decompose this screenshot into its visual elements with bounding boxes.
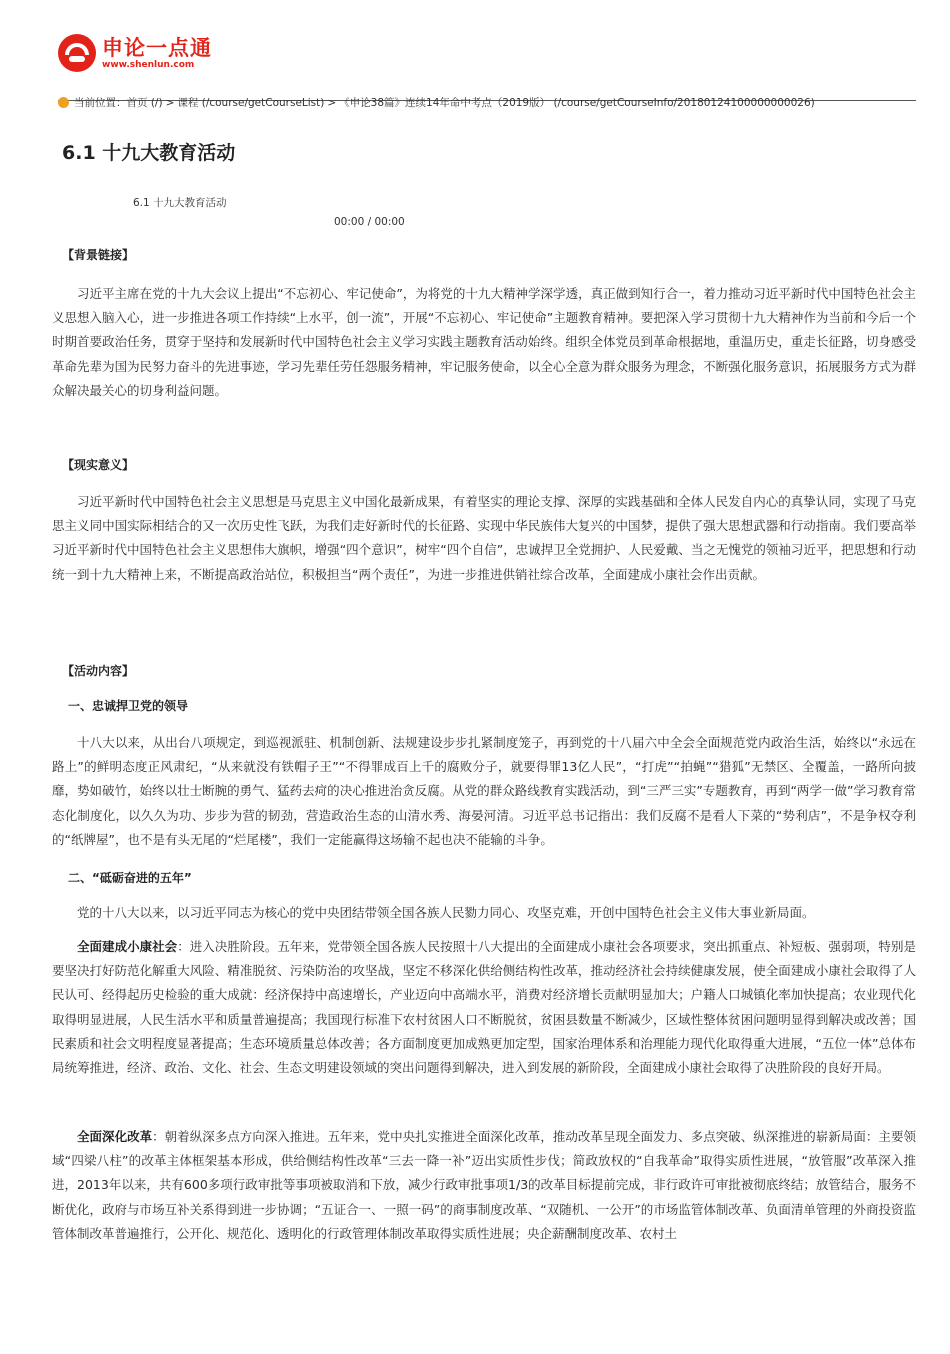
section-label-activity: 【活动内容】 <box>62 664 135 678</box>
section-label-background: 【背景链接】 <box>62 248 135 262</box>
breadcrumb-current-link[interactable]: 《申论38篇》连续14年命中考点（2019版） (/course/getCourseInfo/20180124100000000026) <box>339 97 815 109</box>
paragraph-lead: 全面深化改革 <box>77 1129 153 1144</box>
video-title: 6.1 十九大教育活动 <box>133 197 227 209</box>
paragraph-body: ：朝着纵深多点方向深入推进。五年来，党中央扎实推进全面深化改革，推动改革呈现全面发力、多点突破、纵深推进的崭新局面：主要领域“四梁八柱”的改革主体框架基本形成，供给侧结构性改革“三去一降一补”迈出实质性步伐；简政放权的“自我革命”取得实质性进展，“放管服”改革深入推进，2013年以来，共有600多项行政审批等事项被取消和下放，减少行政审批事项1/3的改革目标提前完成，非行政许可审批被彻底终结；放管结合，服务不断优化，政府与市场互补关系得到进一步协调；“五证合一、一照一码”的商事制度改革、“双随机、一公开”的市场监管体制改革、负面清单管理的外商投资监管体制改革普遍推行，公开化、规范化、透明化的行政管理体制改革取得实质性进展；央企薪酬制度改革、农村土 <box>52 1129 916 1241</box>
paragraph-body: ：进入决胜阶段。五年来，党带领全国各族人民按照十八大提出的全面建成小康社会各项要求，突出抓重点、补短板、强弱项，特别是要坚决打好防范化解重大风险、精准脱贫、污染防治的攻坚战，坚定不移深化供给侧结构性改革，推动经济社会持续健康发展，使全面建成小康社会取得了人民认可、经得起历史检验的重大成就：经济保持中高速增长，产业迈向中高端水平，消费对经济增长贡献明显加大；户籍人口城镇化率加快提高；农业现代化取得明显进展，人民生活水平和质量普遍提高；我国现行标准下农村贫困人口不断脱贫，贫困县数量不断减少，区域性整体贫困问题明显得到解决或改善；国民素质和社会文明程度显著提高；生态环境质量总体改善；各方面制度更加成熟更加定型，国家治理体系和治理能力现代化取得重大进展，“五位一体”总体布局统筹推进，经济、政治、文化、社会、生态文明建设领域的突出问题得到解决，进入到发展的新阶段，全面建成小康社会取得了决胜阶段的良好开局。 <box>52 939 916 1076</box>
breadcrumb-home-link[interactable]: 首页 (/) <box>126 97 163 109</box>
breadcrumb-course-link[interactable]: 课程 (/course/getCourseList) <box>177 97 325 109</box>
subheading-1: 一、忠诚捍卫党的领导 <box>68 699 189 713</box>
logo-icon <box>58 34 96 72</box>
activity-paragraph-2: 党的十八大以来，以习近平同志为核心的党中央团结带领全国各族人民勠力同心、攻坚克难，开创中国特色社会主义伟大事业新局面。 <box>77 905 815 920</box>
location-icon <box>58 97 69 108</box>
breadcrumb-separator: > <box>165 96 175 109</box>
significance-paragraph: 习近平新时代中国特色社会主义思想是马克思主义中国化最新成果，有着坚实的理论支撑、深厚的实践基础和全体人民发自内心的真挚认同，实现了马克思主义同中国实际相结合的又一次历史性飞跃，为我们走好新时代的长征路、实现中华民族伟大复兴的中国梦，提供了强大思想武器和行动指南。我们要高举习近平新时代中国特色社会主义思想伟大旗帜，增强“四个意识”，树牢“四个自信”，忠诚捍卫全党拥护、人民爱戴、当之无愧党的领袖习近平，把思想和行动统一到十九大精神上来，不断提高政治站位，积极担当“两个责任”，为进一步推进供销社综合改革，全面建成小康社会作出贡献。 <box>52 494 916 582</box>
activity-paragraph-1: 十八大以来，从出台八项规定，到巡视派驻、机制创新、法规建设步步扎紧制度笼子，再到党的十八届六中全会全面规范党内政治生活，始终以“永远在路上”的鲜明态度正风肃纪，“从来就没有铁帽子王”“不得罪成百上千的腐败分子，就要得罪13亿人民”，“打虎”“拍蝇”“猎狐”无禁区、全覆盖，一路所向披靡，势如破竹，始终以壮士断腕的勇气、猛药去疴的决心推进治贪反腐。从党的群众路线教育实践活动，到“三严三实”专题教育，再到“两学一做”学习教育常态化制度化，以久久为功、步步为营的韧劲，营造政治生态的山清水秀、海晏河清。习近平总书记指出：我们反腐不是看人下菜的“势利店”，不是争权夺利的“纸牌屋”，也不是有头无尾的“烂尾楼”，我们一定能赢得这场输不起也决不能输的斗争。 <box>52 735 916 847</box>
activity-paragraph-3 <box>52 935 916 1080</box>
logo-name: 申论一点通 <box>102 36 212 60</box>
logo-url: www.shenlun.com <box>102 60 195 70</box>
section-label-significance: 【现实意义】 <box>62 458 135 472</box>
page-title: 6.1 十九大教育活动 <box>62 142 236 164</box>
subheading-2: 二、“砥砺奋进的五年” <box>68 871 192 885</box>
breadcrumb <box>58 95 815 110</box>
breadcrumb-prefix: 当前位置： <box>74 97 127 109</box>
background-paragraph: 习近平主席在党的十九大会议上提出“不忘初心、牢记使命”，为将党的十九大精神学深学透，真正做到知行合一，着力推动习近平新时代中国特色社会主义思想入脑入心，进一步推进各项工作持续“上水平，创一流”，开展“不忘初心、牢记使命”主题教育精神。要把深入学习贯彻十九大精神作为当前和今后一个时期首要政治任务，贯穿于坚持和发展新时代中国特色社会主义学习实践主题教育活动始终。组织全体党员到革命根据地，重温历史，重走长征路，切身感受革命先辈为国为民努力奋斗的先进事迹，学习先辈任劳任怨服务精神，牢记服务使命，以全心全意为群众服务为理念，不断强化服务意识，拓展服务方式为群众解决最关心的切身利益问题。 <box>52 286 916 398</box>
brand-logo[interactable] <box>58 34 212 72</box>
activity-paragraph-4 <box>52 1125 916 1246</box>
paragraph-lead: 全面建成小康社会 <box>77 939 178 954</box>
video-time-display: 00:00 / 00:00 <box>334 216 405 228</box>
breadcrumb-separator: > <box>327 96 337 109</box>
